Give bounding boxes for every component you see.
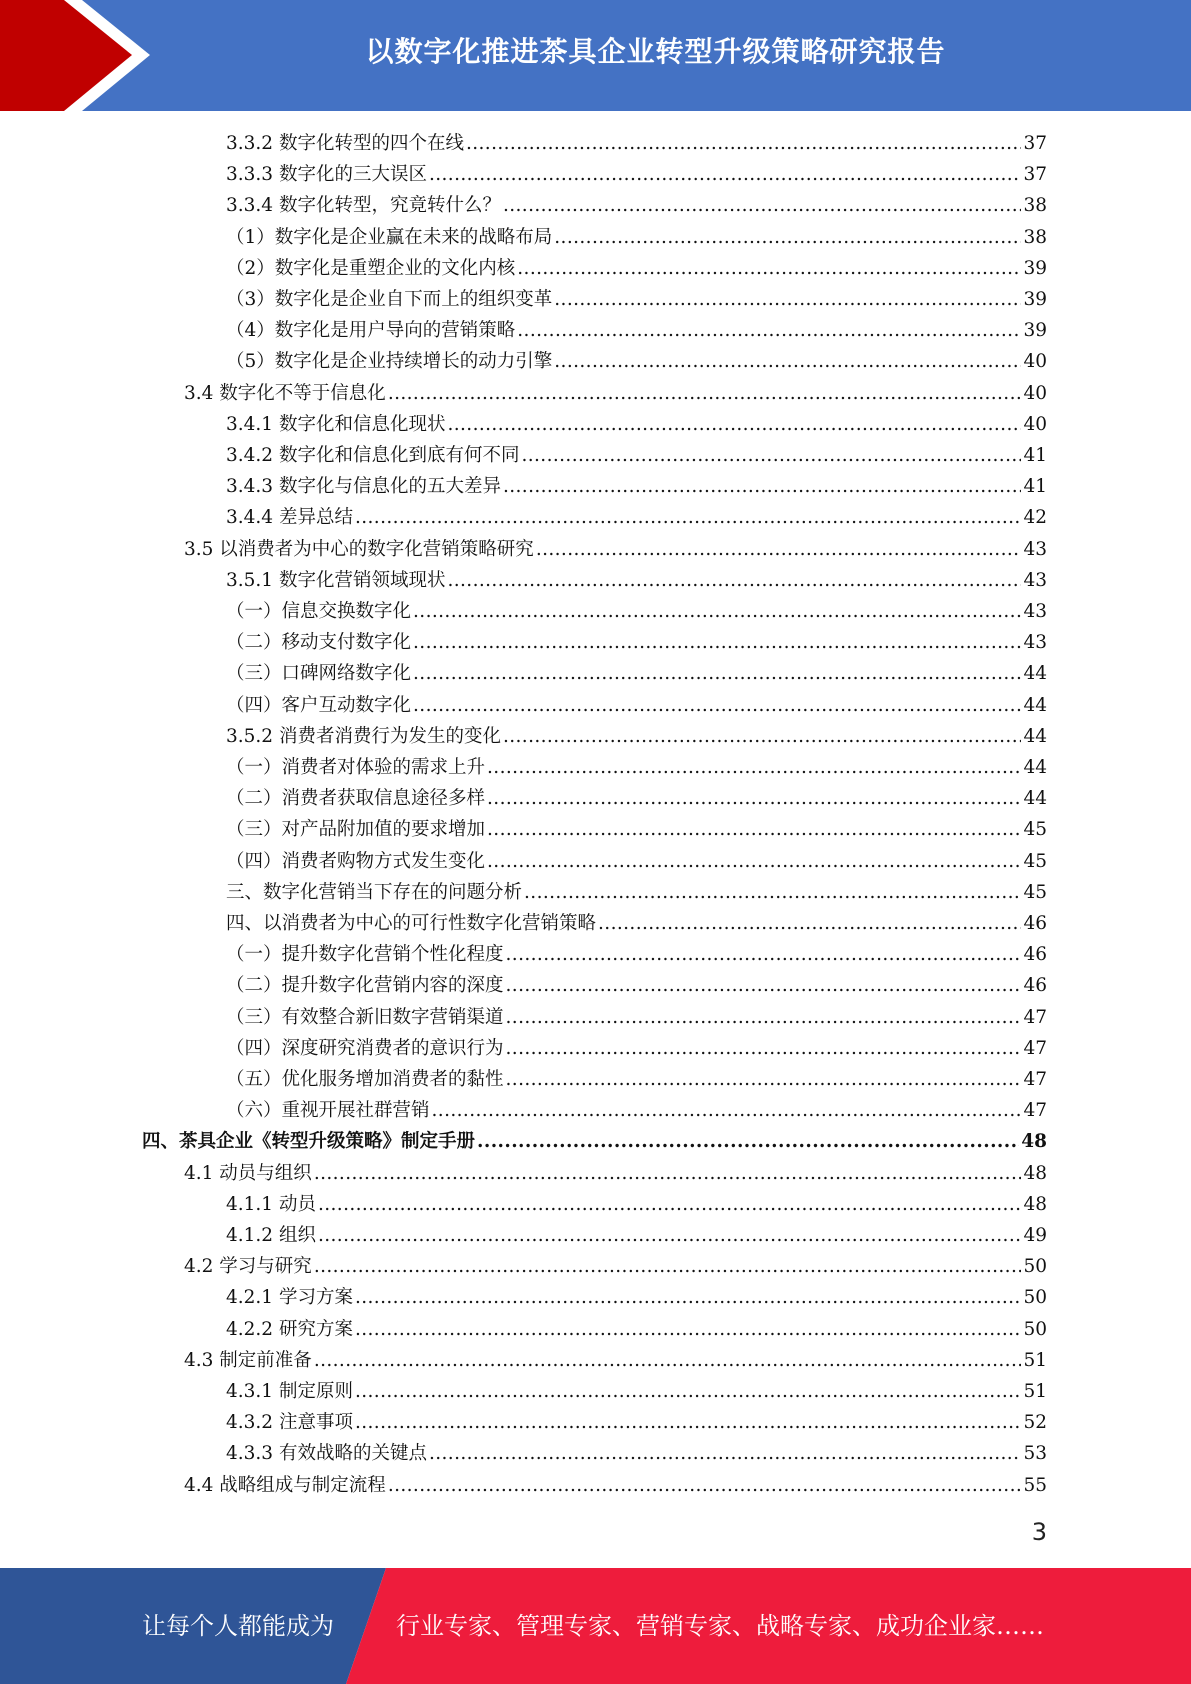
toc-dot-leader bbox=[487, 814, 1021, 845]
toc-entry-page: 41 bbox=[1023, 445, 1047, 466]
toc-entry-page: 37 bbox=[1023, 133, 1047, 154]
toc-entry-title: （三）口碑网络数字化 bbox=[226, 663, 412, 685]
toc-entry-title: 3.5.2 消费者消费行为发生的变化 bbox=[226, 725, 501, 747]
toc-entry[interactable] bbox=[226, 1002, 1047, 1033]
toc-entry[interactable] bbox=[184, 534, 1047, 565]
toc-entry-title: 3.3.2 数字化转型的四个在线 bbox=[226, 133, 464, 154]
toc-dot-leader bbox=[554, 222, 1021, 253]
toc-entry-page: 44 bbox=[1023, 725, 1047, 747]
toc-entry-page: 50 bbox=[1023, 1287, 1047, 1309]
toc-entry-page: 52 bbox=[1023, 1412, 1047, 1434]
toc-entry-title: 3.5.1 数字化营销领域现状 bbox=[226, 569, 446, 591]
toc-entry-page: 51 bbox=[1023, 1381, 1047, 1402]
toc-entry[interactable] bbox=[226, 1064, 1047, 1095]
toc-entry-page: 37 bbox=[1023, 164, 1047, 186]
toc-entry[interactable] bbox=[226, 1033, 1047, 1064]
toc-entry-page: 43 bbox=[1023, 601, 1047, 622]
toc-entry-title: （四）消费者购物方式发生变化 bbox=[226, 850, 486, 872]
toc-entry-title: 4.3.3 有效战略的关键点 bbox=[226, 1443, 427, 1465]
toc-entry[interactable] bbox=[184, 1158, 1047, 1189]
toc-entry-page: 47 bbox=[1023, 1069, 1047, 1090]
toc-dot-leader bbox=[503, 721, 1021, 752]
toc-entry-title: （二）移动支付数字化 bbox=[226, 632, 412, 654]
toc-entry-page: 44 bbox=[1023, 757, 1047, 778]
toc-entry[interactable] bbox=[226, 814, 1047, 845]
toc-entry[interactable] bbox=[226, 596, 1047, 627]
toc-entry[interactable] bbox=[226, 315, 1047, 346]
toc-entry-page: 48 bbox=[1021, 1131, 1047, 1153]
toc-dot-leader bbox=[355, 1407, 1022, 1438]
toc-entry-page: 47 bbox=[1023, 1006, 1047, 1028]
toc-entry[interactable] bbox=[226, 1189, 1047, 1220]
toc-entry-title: （三）对产品附加值的要求增加 bbox=[226, 819, 486, 841]
toc-entry-title: 3.4.1 数字化和信息化现状 bbox=[226, 413, 446, 435]
toc-entry[interactable] bbox=[226, 908, 1047, 939]
toc-entry[interactable] bbox=[226, 409, 1047, 440]
toc-entry-title: 4.3.2 注意事项 bbox=[226, 1412, 353, 1434]
toc-entry-page: 44 bbox=[1023, 663, 1047, 685]
toc-entry-page: 48 bbox=[1023, 1193, 1047, 1215]
toc-entry-title: 4.2.2 研究方案 bbox=[226, 1318, 353, 1340]
toc-dot-leader bbox=[487, 752, 1021, 783]
toc-entry-title: 4.3.1 制定原则 bbox=[226, 1381, 353, 1402]
toc-dot-leader bbox=[503, 471, 1021, 502]
toc-entry-page: 46 bbox=[1023, 913, 1047, 934]
toc-entry-title: （六）重视开展社群营销 bbox=[226, 1100, 430, 1122]
toc-entry-title: 4.1 动员与组织 bbox=[184, 1162, 312, 1184]
toc-dot-leader bbox=[598, 908, 1021, 939]
toc-entry[interactable] bbox=[184, 1470, 1047, 1501]
toc-entry[interactable] bbox=[226, 284, 1047, 315]
toc-dot-leader bbox=[554, 284, 1021, 315]
toc-entry-page: 44 bbox=[1023, 694, 1047, 716]
toc-dot-leader bbox=[355, 1282, 1022, 1313]
toc-entry-page: 40 bbox=[1023, 382, 1047, 404]
toc-entry-title: （五）优化服务增加消费者的黏性 bbox=[226, 1069, 504, 1090]
toc-entry-title: 4.3 制定前准备 bbox=[184, 1349, 312, 1371]
toc-entry-title: 4.1.2 组织 bbox=[226, 1225, 316, 1246]
toc-entry-title: 3.5 以消费者为中心的数字化营销策略研究 bbox=[184, 538, 534, 560]
toc-entry-title: 4.2.1 学习方案 bbox=[226, 1287, 353, 1309]
toc-entry-title: 四、以消费者为中心的可行性数字化营销策略 bbox=[226, 913, 597, 934]
report-title: 以数字化推进茶具企业转型升级策略研究报告 bbox=[365, 35, 946, 68]
toc-entry[interactable] bbox=[226, 1407, 1047, 1438]
toc-entry-title: 3.4.2 数字化和信息化到底有何不同 bbox=[226, 445, 520, 466]
toc-entry[interactable] bbox=[184, 378, 1047, 409]
toc-entry-page: 53 bbox=[1023, 1443, 1047, 1465]
toc-dot-leader bbox=[517, 253, 1021, 284]
toc-entry[interactable] bbox=[142, 1126, 1047, 1157]
toc-entry-page: 45 bbox=[1023, 881, 1047, 903]
toc-dot-leader bbox=[447, 565, 1021, 596]
toc-entry-title: （二）提升数字化营销内容的深度 bbox=[226, 975, 504, 997]
toc-entry-page: 44 bbox=[1023, 788, 1047, 810]
toc-entry[interactable] bbox=[184, 1345, 1047, 1376]
toc-entry-page: 50 bbox=[1023, 1318, 1047, 1340]
toc-entry-page: 40 bbox=[1023, 413, 1047, 435]
toc-dot-leader bbox=[477, 1126, 1019, 1157]
toc-entry-title: （二）消费者获取信息途径多样 bbox=[226, 788, 486, 810]
toc-entry-page: 43 bbox=[1023, 538, 1047, 560]
toc-entry-page: 46 bbox=[1023, 975, 1047, 997]
toc-dot-leader bbox=[466, 128, 1021, 159]
toc-entry-title: 4.4 战略组成与制定流程 bbox=[184, 1474, 386, 1496]
page-number: 3 bbox=[1031, 1518, 1047, 1546]
toc-entry[interactable] bbox=[226, 939, 1047, 970]
footer-slogan-right: 行业专家、管理专家、营销专家、战略专家、成功企业家…… bbox=[396, 1612, 1044, 1640]
footer-banner bbox=[0, 1568, 1191, 1684]
header-banner bbox=[0, 0, 1191, 111]
toc-entry[interactable] bbox=[226, 1095, 1047, 1126]
toc-entry-title: 3.4 数字化不等于信息化 bbox=[184, 382, 386, 404]
toc-entry-title: （3）数字化是企业自下而上的组织变革 bbox=[226, 289, 553, 310]
toc-dot-leader bbox=[413, 596, 1021, 627]
toc-entry[interactable] bbox=[226, 1438, 1047, 1469]
toc-dot-leader bbox=[503, 190, 1021, 221]
toc-entry-title: 4.1.1 动员 bbox=[226, 1193, 316, 1215]
toc-entry-page: 38 bbox=[1023, 226, 1047, 248]
toc-dot-leader bbox=[487, 783, 1021, 814]
toc-entry[interactable] bbox=[226, 159, 1047, 190]
toc-dot-leader bbox=[314, 1158, 1022, 1189]
toc-entry[interactable] bbox=[226, 877, 1047, 908]
toc-entry[interactable] bbox=[226, 1376, 1047, 1407]
toc-entry[interactable] bbox=[226, 565, 1047, 596]
toc-dot-leader bbox=[524, 877, 1021, 908]
toc-dot-leader bbox=[536, 534, 1022, 565]
toc-entry-title: （5）数字化是企业持续增长的动力引擎 bbox=[226, 351, 553, 373]
toc-dot-leader bbox=[432, 1095, 1022, 1126]
toc-entry-title: 4.2 学习与研究 bbox=[184, 1256, 312, 1278]
toc-entry[interactable] bbox=[226, 783, 1047, 814]
toc-entry-title: （1）数字化是企业赢在未来的战略布局 bbox=[226, 226, 553, 248]
toc-entry-page: 45 bbox=[1023, 850, 1047, 872]
toc-entry-title: （三）有效整合新旧数字营销渠道 bbox=[226, 1006, 504, 1028]
toc-entry[interactable] bbox=[226, 658, 1047, 689]
toc-dot-leader bbox=[413, 627, 1021, 658]
toc-entry[interactable] bbox=[226, 190, 1047, 221]
toc-entry-title: 3.3.3 数字化的三大误区 bbox=[226, 164, 427, 186]
toc-entry[interactable] bbox=[226, 721, 1047, 752]
toc-entry[interactable] bbox=[226, 690, 1047, 721]
toc-entry[interactable] bbox=[226, 752, 1047, 783]
toc-entry-page: 43 bbox=[1023, 569, 1047, 591]
toc-entry[interactable] bbox=[226, 253, 1047, 284]
toc-entry[interactable] bbox=[226, 502, 1047, 533]
toc-entry-page: 38 bbox=[1023, 195, 1047, 217]
toc-dot-leader bbox=[506, 1064, 1022, 1095]
toc-entry-page: 45 bbox=[1023, 819, 1047, 841]
toc-dot-leader bbox=[413, 690, 1021, 721]
toc-dot-leader bbox=[388, 378, 1022, 409]
toc-entry-page: 41 bbox=[1023, 476, 1047, 498]
toc-entry-page: 50 bbox=[1023, 1256, 1047, 1278]
toc-dot-leader bbox=[318, 1189, 1022, 1220]
toc-entry[interactable] bbox=[226, 1220, 1047, 1251]
toc-entry-page: 42 bbox=[1023, 507, 1047, 529]
toc-entry-title: 四、茶具企业《转型升级策略》制定手册 bbox=[142, 1131, 476, 1153]
toc-entry-page: 46 bbox=[1023, 944, 1047, 966]
toc-entry-page: 39 bbox=[1023, 257, 1047, 279]
toc-dot-leader bbox=[318, 1220, 1022, 1251]
toc-dot-leader bbox=[517, 315, 1021, 346]
toc-entry-title: （四）客户互动数字化 bbox=[226, 694, 412, 716]
toc-dot-leader bbox=[487, 846, 1021, 877]
toc-entry-title: （2）数字化是重塑企业的文化内核 bbox=[226, 257, 516, 279]
toc-entry-page: 48 bbox=[1023, 1162, 1047, 1184]
toc-entry-page: 51 bbox=[1023, 1349, 1047, 1371]
toc-dot-leader bbox=[355, 1376, 1022, 1407]
toc-entry-title: （一）消费者对体验的需求上升 bbox=[226, 757, 486, 778]
toc-entry-title: 3.4.4 差异总结 bbox=[226, 507, 353, 529]
toc-entry[interactable] bbox=[226, 970, 1047, 1001]
toc-dot-leader bbox=[413, 658, 1021, 689]
toc-dot-leader bbox=[506, 1002, 1022, 1033]
toc-dot-leader bbox=[355, 502, 1022, 533]
toc-entry-title: 3.4.3 数字化与信息化的五大差异 bbox=[226, 476, 501, 498]
toc-entry-title: （4）数字化是用户导向的营销策略 bbox=[226, 320, 516, 342]
toc-dot-leader bbox=[506, 1033, 1022, 1064]
toc-dot-leader bbox=[429, 1438, 1021, 1469]
toc-dot-leader bbox=[447, 409, 1021, 440]
toc-entry[interactable] bbox=[184, 1251, 1047, 1282]
toc-entry[interactable] bbox=[226, 222, 1047, 253]
toc-dot-leader bbox=[388, 1470, 1022, 1501]
toc-dot-leader bbox=[314, 1251, 1022, 1282]
toc-entry-page: 55 bbox=[1023, 1474, 1047, 1496]
footer-slogan-left: 让每个人都能成为 bbox=[142, 1612, 334, 1640]
toc-dot-leader bbox=[554, 346, 1021, 377]
toc-entry-page: 39 bbox=[1023, 320, 1047, 342]
toc-entry[interactable] bbox=[226, 1314, 1047, 1345]
toc-entry-page: 39 bbox=[1023, 289, 1047, 310]
toc-entry-title: （一）信息交换数字化 bbox=[226, 601, 412, 622]
toc-dot-leader bbox=[521, 440, 1021, 471]
toc-entry-page: 47 bbox=[1023, 1100, 1047, 1122]
toc-entry-page: 43 bbox=[1023, 632, 1047, 654]
toc-entry[interactable] bbox=[226, 128, 1047, 159]
toc-entry-title: 3.3.4 数字化转型，究竟转什么？ bbox=[226, 195, 501, 217]
toc-entry[interactable] bbox=[226, 627, 1047, 658]
toc-dot-leader bbox=[429, 159, 1021, 190]
toc-entry-page: 49 bbox=[1023, 1225, 1047, 1246]
toc-dot-leader bbox=[355, 1314, 1022, 1345]
toc-dot-leader bbox=[506, 970, 1022, 1001]
toc-entry-title: 三、数字化营销当下存在的问题分析 bbox=[226, 881, 523, 903]
toc-entry[interactable] bbox=[226, 440, 1047, 471]
toc-entry-title: （一）提升数字化营销个性化程度 bbox=[226, 944, 504, 966]
toc-entry-page: 47 bbox=[1023, 1037, 1047, 1059]
toc-entry-page: 40 bbox=[1023, 351, 1047, 373]
toc-dot-leader bbox=[506, 939, 1022, 970]
toc-entry[interactable] bbox=[226, 346, 1047, 377]
toc-entry-title: （四）深度研究消费者的意识行为 bbox=[226, 1037, 504, 1059]
toc-entry[interactable] bbox=[226, 1282, 1047, 1313]
toc-entry[interactable] bbox=[226, 471, 1047, 502]
toc-entry[interactable] bbox=[226, 846, 1047, 877]
toc-dot-leader bbox=[314, 1345, 1022, 1376]
